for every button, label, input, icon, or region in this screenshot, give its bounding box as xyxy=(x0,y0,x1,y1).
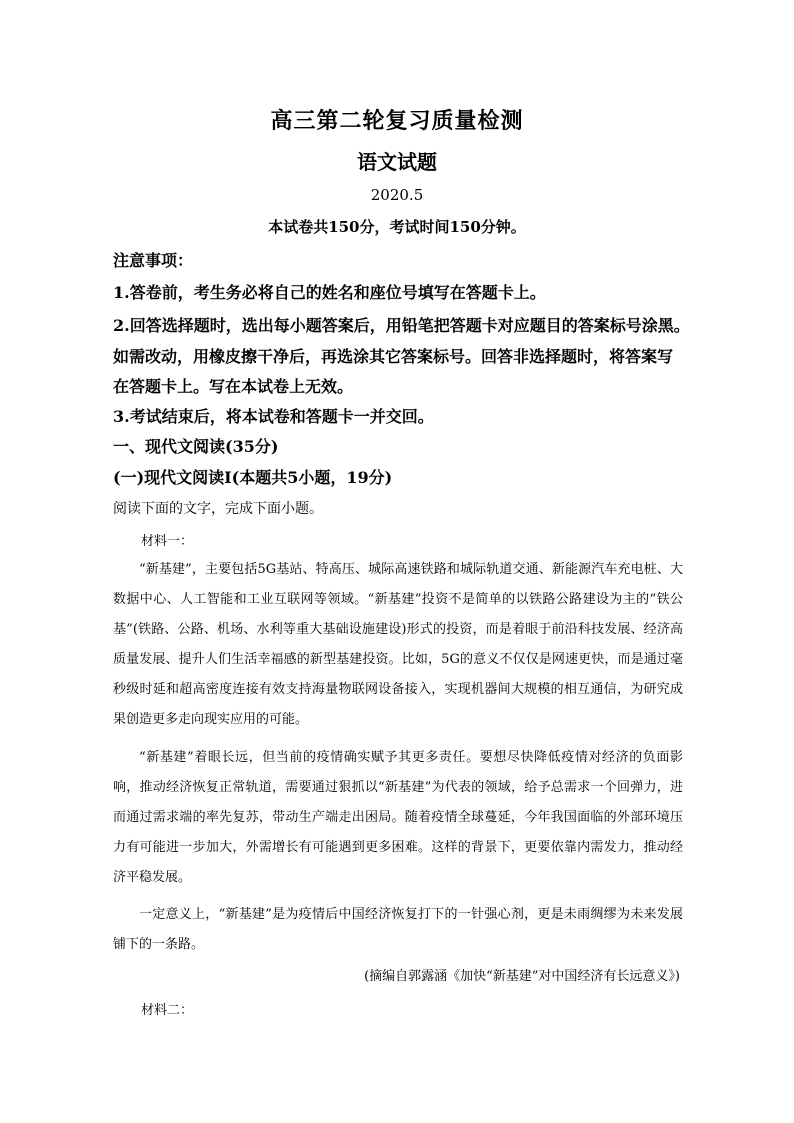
material-2-label: 材料二： xyxy=(141,1003,194,1018)
notes-item-2-line-1: 2.回答选择题时，选出每小题答案后，用铅笔把答题卡对应题目的答案标号涂黑。 xyxy=(113,316,690,335)
material-1-paragraph-2: “新基建”着眼长远，但当前的疫情确实赋予其更多责任。要想尽快降低疫情对经济的负面影响，推动经济恢复正常轨道，需要通过狠抓以“新基建”为代表的领域，给予总需求一个回弹力，进而通过需求端的率先复苏，带动生产端走出困局。随着疫情全球蔓延，今年我国面临的外部环境压力有可能进一步加大，外需增长有可能遇到更多困难。这样的背景下，更要依靠内需发力，推动经济平稳发展。 xyxy=(113,750,683,885)
exam-subtitle: 语文试题 xyxy=(357,150,437,174)
notes-item-3: 3.考试结束后，将本试卷和答题卡一并交回。 xyxy=(113,407,434,426)
material-1-label: 材料一： xyxy=(141,534,194,549)
material-1-paragraph-1: “新基建”，主要包括5G基站、特高压、城际高速铁路和城际轨道交通、新能源汽车充电桩、大数据中心、人工智能和工业互联网等领域。“新基建”投资不是简单的以铁路公路建设为主的“铁公基”(铁路、公路、机场、水利等重大基础设施建设)形式的投资，而是着眼于前沿科技发展、经济高质量发展、提升人们生活幸福感的新型基建投资。比如，5G的意义不仅仅是网速更快，而是通过毫秒级时延和超高密度连接有效支持海量物联网设备接入，实现机器间大规模的相互通信，为研究成果创造更多走向现实应用的可能。 xyxy=(113,562,683,727)
notes-heading: 注意事项： xyxy=(113,251,194,270)
section-heading: 一、现代文阅读(35分) xyxy=(113,437,279,456)
section-sub-heading: (一)现代文阅读Ⅰ(本题共5小题，19分) xyxy=(113,468,393,487)
notes-item-1: 1.答卷前，考生务必将自己的姓名和座位号填写在答题卡上。 xyxy=(113,283,546,302)
material-1-source: (摘编自郭露涵《加快“新基建”对中国经济有长远意义》) xyxy=(364,969,680,984)
notes-item-2-line-2: 如需改动，用橡皮擦干净后，再选涂其它答案标号。回答非选择题时，将答案写 xyxy=(113,347,674,366)
exam-info: 本试卷共150分，考试时间150分钟。 xyxy=(268,218,526,236)
material-1-paragraph-3: 一定意义上，“新基建”是为疫情后中国经济恢复打下的一针强心剂，更是未雨绸缪为未来发展铺下的一条路。 xyxy=(113,907,683,952)
exam-date: 2020.5 xyxy=(370,186,424,204)
notes-item-2-line-3: 在答题卡上。写在本试卷上无效。 xyxy=(113,377,354,396)
section-instruction: 阅读下面的文字，完成下面小题。 xyxy=(113,501,323,517)
exam-title: 高三第二轮复习质量检测 xyxy=(270,108,524,134)
